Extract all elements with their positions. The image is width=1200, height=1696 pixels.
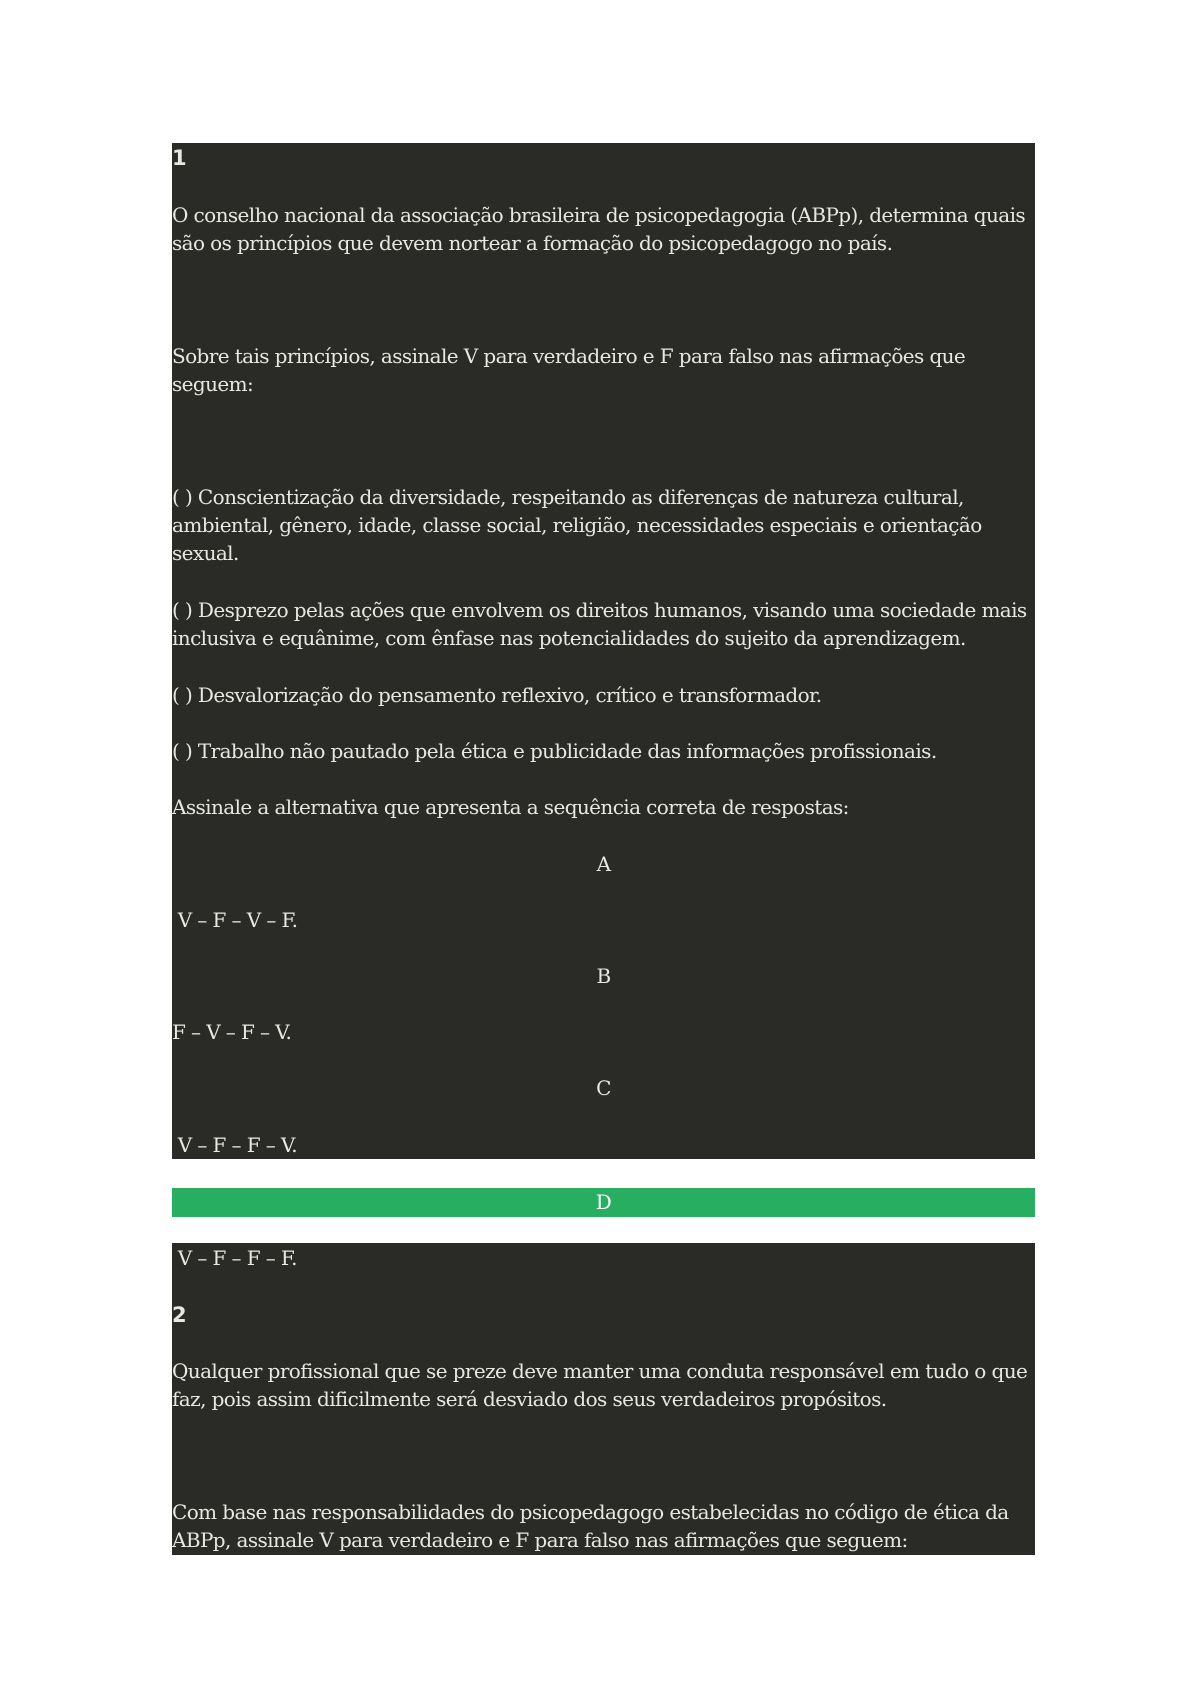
option-a-text[interactable]: V – F – V – F. — [172, 908, 298, 932]
option-d-text[interactable]: V – F – F – F. — [172, 1246, 297, 1270]
question-1-statement-2: ( ) Desprezo pelas ações que envolvem os direitos humanos, visando uma sociedade mais inclusiva e equânime, com ênfase nas potencialidades do sujeito da aprendizagem. — [172, 598, 1033, 650]
question-1-instruction: Sobre tais princípios, assinale V para verdadeiro e F para falso nas afirmações que seguem: — [172, 344, 971, 396]
option-c-letter[interactable]: C — [596, 1076, 611, 1100]
option-c-text[interactable]: V – F – F – V. — [172, 1133, 298, 1157]
question-1-statement-1: ( ) Conscientização da diversidade, respeitando as diferenças de natureza cultural, ambiental, gênero, idade, classe social, religião, necessidades especiais e orientação sexual. — [172, 485, 988, 565]
option-d-letter[interactable]: D — [595, 1190, 612, 1214]
question-1-prompt: Assinale a alternativa que apresenta a sequência correta de respostas: — [172, 795, 849, 819]
option-a-letter[interactable]: A — [596, 852, 611, 876]
question-2-instruction: Com base nas responsabilidades do psicopedagogo estabelecidas no código de ética da ABPp, assinale V para verdadeiro e F para falso nas afirmações que seguem: — [172, 1500, 1015, 1552]
question-2-intro: Qualquer profissional que se preze deve manter uma conduta responsável em tudo o que faz, pois assim dificilmente será desviado dos seus verdadeiros propósitos. — [172, 1359, 1033, 1411]
question-1-statement-4: ( ) Trabalho não pautado pela ética e publicidade das informações profissionais. — [172, 739, 937, 763]
question-1-intro: O conselho nacional da associação brasileira de psicopedagogia (ABPp), determina quais são os princípios que devem nortear a formação do psicopedagogo no país. — [172, 203, 1031, 255]
question-1-number: 1 — [172, 146, 187, 170]
option-b-letter[interactable]: B — [596, 964, 611, 988]
question-1-statement-3: ( ) Desvalorização do pensamento reflexivo, crítico e transformador. — [172, 683, 822, 707]
option-b-text[interactable]: F – V – F – V. — [172, 1020, 292, 1044]
question-2-number: 2 — [172, 1303, 187, 1327]
